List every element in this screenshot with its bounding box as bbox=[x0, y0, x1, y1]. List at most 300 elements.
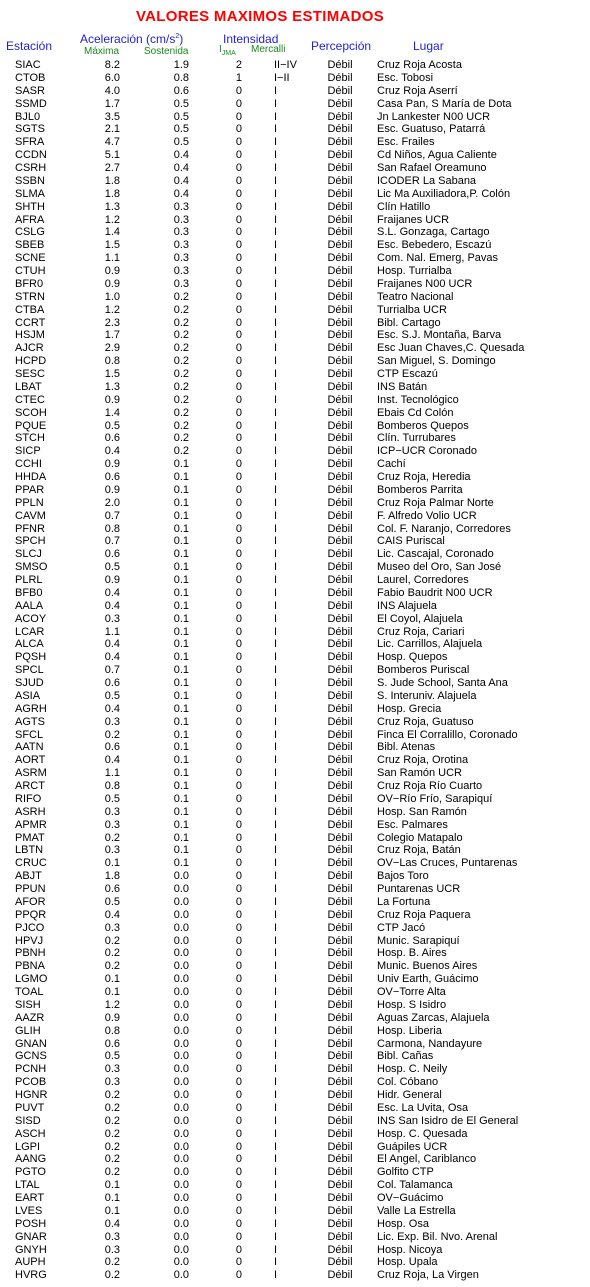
perception: Débil bbox=[327, 1140, 353, 1153]
table-row bbox=[0, 806, 587, 819]
max-acceleration: 0.6 bbox=[104, 1037, 120, 1050]
perception: Débil bbox=[327, 393, 353, 406]
max-acceleration: 0.7 bbox=[104, 509, 120, 522]
perception: Débil bbox=[327, 831, 353, 844]
mercalli-intensity: I bbox=[274, 1256, 278, 1269]
location: Col. F. Naranjo, Corredores bbox=[377, 522, 511, 535]
location: CTP Jacó bbox=[377, 921, 426, 934]
station-code: CRUC bbox=[15, 857, 47, 870]
jma-intensity: 0 bbox=[235, 277, 242, 290]
header-intensidad: Intensidad bbox=[223, 32, 279, 46]
jma-intensity: 0 bbox=[235, 741, 242, 754]
mercalli-intensity: I bbox=[274, 1063, 278, 1076]
max-acceleration: 0.8 bbox=[104, 1024, 120, 1037]
location: ICP−UCR Coronado bbox=[377, 445, 477, 458]
jma-intensity: 0 bbox=[235, 213, 242, 226]
max-acceleration: 0.2 bbox=[104, 1140, 120, 1153]
mercalli-intensity: I bbox=[274, 509, 278, 522]
station-code: GCNS bbox=[15, 1050, 47, 1063]
mercalli-intensity: I bbox=[274, 767, 278, 780]
station-code: LBTN bbox=[15, 844, 44, 857]
table-row bbox=[0, 1231, 587, 1244]
location: CAIS Puriscal bbox=[377, 535, 445, 548]
sustained-acceleration: 0.1 bbox=[173, 599, 189, 612]
location: Hosp. Quepos bbox=[377, 651, 448, 664]
max-acceleration: 1.8 bbox=[104, 187, 120, 200]
sustained-acceleration: 0.4 bbox=[173, 149, 189, 162]
perception: Débil bbox=[327, 805, 353, 818]
perception: Débil bbox=[327, 844, 353, 857]
location: Munic. Buenos Aires bbox=[377, 960, 478, 973]
perception: Débil bbox=[327, 355, 353, 368]
station-code: LGPI bbox=[15, 1140, 41, 1153]
station-code: LBAT bbox=[15, 380, 42, 393]
table-row bbox=[0, 1012, 587, 1025]
jma-intensity: 0 bbox=[235, 1024, 242, 1037]
jma-intensity: 0 bbox=[235, 792, 242, 805]
table-row bbox=[0, 741, 587, 754]
location: S. Interuniv. Alajuela bbox=[377, 689, 477, 702]
jma-intensity: 0 bbox=[235, 1127, 242, 1140]
max-acceleration: 1.2 bbox=[104, 213, 120, 226]
station-code: SISD bbox=[15, 1114, 41, 1127]
location: Inst. Tecnológico bbox=[377, 393, 459, 406]
max-acceleration: 0.4 bbox=[104, 651, 120, 664]
sustained-acceleration: 0.1 bbox=[173, 780, 189, 792]
table-row bbox=[0, 226, 587, 239]
max-acceleration: 1.1 bbox=[104, 767, 120, 780]
table-row bbox=[0, 1076, 587, 1089]
max-acceleration: 0.5 bbox=[104, 1050, 120, 1063]
sustained-acceleration: 0.0 bbox=[173, 1166, 189, 1179]
station-code: PGTO bbox=[15, 1166, 46, 1179]
mercalli-intensity: I−II bbox=[274, 71, 290, 84]
location: San Rafael Oreamuno bbox=[377, 162, 487, 174]
location: Hosp. Turrialba bbox=[377, 265, 452, 277]
jma-intensity: 0 bbox=[235, 509, 242, 522]
sustained-acceleration: 0.2 bbox=[173, 355, 189, 368]
sustained-acceleration: 0.0 bbox=[173, 947, 189, 960]
perception: Débil bbox=[327, 97, 353, 110]
sustained-acceleration: 0.0 bbox=[173, 870, 189, 883]
sustained-acceleration: 0.2 bbox=[173, 393, 189, 406]
max-acceleration: 0.2 bbox=[104, 1166, 120, 1179]
table-row bbox=[0, 651, 587, 664]
sustained-acceleration: 0.3 bbox=[173, 252, 189, 265]
sustained-acceleration: 0.1 bbox=[173, 638, 189, 651]
mercalli-intensity: I bbox=[274, 368, 278, 380]
sustained-acceleration: 0.0 bbox=[173, 895, 189, 908]
perception: Débil bbox=[327, 110, 353, 123]
max-acceleration: 0.3 bbox=[104, 818, 120, 831]
max-acceleration: 0.2 bbox=[104, 1089, 120, 1101]
header-sostenida: Sostenida bbox=[144, 46, 189, 57]
table-row bbox=[0, 535, 587, 548]
perception: Débil bbox=[327, 998, 353, 1011]
perception: Débil bbox=[327, 84, 353, 97]
perception: Débil bbox=[327, 973, 353, 986]
max-acceleration: 4.0 bbox=[104, 84, 120, 97]
perception: Débil bbox=[327, 1192, 353, 1204]
station-code: PPQR bbox=[15, 908, 47, 921]
jma-intensity: 0 bbox=[235, 1179, 242, 1192]
mercalli-intensity: I bbox=[274, 1101, 278, 1114]
perception: Débil bbox=[327, 123, 353, 136]
mercalli-intensity: I bbox=[274, 471, 278, 483]
mercalli-intensity: I bbox=[274, 445, 278, 458]
sustained-acceleration: 0.1 bbox=[173, 458, 189, 471]
perception: Débil bbox=[327, 612, 353, 625]
location: F. Alfredo Volio UCR bbox=[377, 509, 477, 522]
jma-intensity: 0 bbox=[235, 1076, 242, 1089]
sustained-acceleration: 0.0 bbox=[173, 908, 189, 921]
table-row bbox=[0, 317, 587, 330]
sustained-acceleration: 0.3 bbox=[173, 239, 189, 252]
sustained-acceleration: 0.4 bbox=[173, 162, 189, 174]
max-acceleration: 1.7 bbox=[104, 97, 120, 110]
max-acceleration: 0.2 bbox=[104, 947, 120, 960]
mercalli-intensity: I bbox=[274, 265, 278, 277]
table-row bbox=[0, 754, 587, 767]
max-acceleration: 0.2 bbox=[104, 1153, 120, 1166]
table-row bbox=[0, 960, 587, 973]
location: Jn Lankester N00 UCR bbox=[377, 110, 491, 123]
location: Bomberos Puriscal bbox=[377, 664, 470, 677]
location: Finca El Corralillo, Coronado bbox=[377, 728, 518, 741]
jma-intensity: 0 bbox=[235, 535, 242, 548]
table-row bbox=[0, 291, 587, 304]
sustained-acceleration: 0.1 bbox=[173, 612, 189, 625]
mercalli-intensity: I bbox=[274, 174, 278, 187]
table-row bbox=[0, 626, 587, 639]
location: Carmona, Nandayure bbox=[377, 1037, 483, 1050]
max-acceleration: 0.1 bbox=[104, 1179, 120, 1192]
max-acceleration: 5.1 bbox=[104, 149, 120, 162]
sustained-acceleration: 0.2 bbox=[173, 406, 189, 419]
station-code: SJUD bbox=[15, 677, 44, 689]
mercalli-intensity: I bbox=[274, 149, 278, 162]
mercalli-intensity: I bbox=[274, 792, 278, 805]
station-code: AGTS bbox=[15, 715, 45, 728]
max-acceleration: 0.9 bbox=[104, 277, 120, 290]
station-code: SSBN bbox=[15, 174, 45, 187]
table-row bbox=[0, 909, 587, 922]
sustained-acceleration: 0.5 bbox=[173, 136, 189, 149]
jma-intensity: 2 bbox=[235, 59, 242, 71]
sustained-acceleration: 0.3 bbox=[173, 213, 189, 226]
sustained-acceleration: 0.2 bbox=[173, 342, 189, 355]
perception: Débil bbox=[327, 380, 353, 393]
jma-intensity: 0 bbox=[235, 934, 242, 947]
station-code: LVES bbox=[15, 1204, 43, 1217]
station-code: CCRT bbox=[15, 316, 46, 329]
table-row bbox=[0, 1218, 587, 1231]
mercalli-intensity: I bbox=[274, 998, 278, 1011]
station-code: SSMD bbox=[15, 97, 47, 110]
mercalli-intensity: I bbox=[274, 496, 278, 509]
location: Cruz Roja, Guatuso bbox=[377, 715, 474, 728]
perception: Débil bbox=[327, 728, 353, 741]
station-code: PUVT bbox=[15, 1101, 45, 1114]
jma-intensity: 0 bbox=[235, 831, 242, 844]
perception: Débil bbox=[327, 895, 353, 908]
max-acceleration: 1.0 bbox=[104, 290, 120, 303]
mercalli-intensity: I bbox=[274, 277, 278, 290]
jma-intensity: 0 bbox=[235, 380, 242, 393]
jma-intensity: 0 bbox=[235, 651, 242, 664]
perception: Débil bbox=[327, 1166, 353, 1179]
location: Clín. Turrubares bbox=[377, 432, 456, 445]
mercalli-intensity: I bbox=[274, 664, 278, 677]
max-acceleration: 0.3 bbox=[104, 1230, 120, 1243]
max-acceleration: 0.3 bbox=[104, 1076, 120, 1089]
table-row bbox=[0, 342, 587, 355]
max-acceleration: 0.9 bbox=[104, 574, 120, 586]
perception: Débil bbox=[327, 522, 353, 535]
station-code: EART bbox=[15, 1192, 45, 1204]
station-code: TOAL bbox=[15, 986, 44, 998]
mercalli-intensity: I bbox=[274, 84, 278, 97]
station-code: SMSO bbox=[15, 561, 48, 574]
stations-table bbox=[0, 59, 587, 1282]
perception: Débil bbox=[327, 1114, 353, 1127]
sustained-acceleration: 0.0 bbox=[173, 1114, 189, 1127]
location: OV−Las Cruces, Puntarenas bbox=[377, 857, 518, 870]
perception: Débil bbox=[327, 908, 353, 921]
station-code: SBEB bbox=[15, 239, 45, 252]
jma-intensity: 0 bbox=[235, 368, 242, 380]
station-code: ASCH bbox=[15, 1127, 46, 1140]
mercalli-intensity: I bbox=[274, 586, 278, 599]
perception: Débil bbox=[327, 1256, 353, 1269]
table-row bbox=[0, 85, 587, 98]
table-row bbox=[0, 857, 587, 870]
header-ijma-sub: JMA bbox=[221, 50, 236, 57]
table-row bbox=[0, 1038, 587, 1051]
sustained-acceleration: 0.0 bbox=[173, 1153, 189, 1166]
table-row bbox=[0, 947, 587, 960]
location: Cd Niños, Agua Caliente bbox=[377, 149, 497, 162]
mercalli-intensity: I bbox=[274, 1050, 278, 1063]
location: Col. Talamanca bbox=[377, 1179, 453, 1192]
max-acceleration: 0.3 bbox=[104, 715, 120, 728]
jma-intensity: 0 bbox=[235, 1037, 242, 1050]
max-acceleration: 0.2 bbox=[104, 1114, 120, 1127]
max-acceleration: 0.4 bbox=[104, 599, 120, 612]
perception: Débil bbox=[327, 162, 353, 174]
jma-intensity: 0 bbox=[235, 1256, 242, 1269]
location: OV−Torre Alta bbox=[377, 986, 446, 998]
location: Fraijanes UCR bbox=[377, 213, 450, 226]
location: Bibl. Atenas bbox=[377, 741, 436, 754]
jma-intensity: 0 bbox=[235, 677, 242, 689]
location: Hosp. C. Neily bbox=[377, 1063, 448, 1076]
station-code: SLCJ bbox=[15, 548, 42, 561]
perception: Débil bbox=[327, 200, 353, 213]
jma-intensity: 0 bbox=[235, 329, 242, 342]
jma-intensity: 0 bbox=[235, 844, 242, 857]
perception: Débil bbox=[327, 471, 353, 483]
location: Cruz Roja Acosta bbox=[377, 59, 462, 71]
sustained-acceleration: 0.0 bbox=[173, 1024, 189, 1037]
perception: Débil bbox=[327, 1089, 353, 1101]
station-code: PJCO bbox=[15, 921, 45, 934]
jma-intensity: 0 bbox=[235, 1204, 242, 1217]
perception: Débil bbox=[327, 638, 353, 651]
mercalli-intensity: I bbox=[274, 1089, 278, 1101]
sustained-acceleration: 0.2 bbox=[173, 368, 189, 380]
jma-intensity: 0 bbox=[235, 174, 242, 187]
sustained-acceleration: 0.2 bbox=[173, 445, 189, 458]
sustained-acceleration: 0.2 bbox=[173, 316, 189, 329]
location: Lic. Carrillos, Alajuela bbox=[377, 638, 483, 651]
perception: Débil bbox=[327, 59, 353, 71]
table-row bbox=[0, 175, 587, 188]
sustained-acceleration: 0.0 bbox=[173, 1050, 189, 1063]
max-acceleration: 0.6 bbox=[104, 677, 120, 689]
max-acceleration: 0.3 bbox=[104, 1063, 120, 1076]
max-acceleration: 0.4 bbox=[104, 586, 120, 599]
mercalli-intensity: I bbox=[274, 728, 278, 741]
station-code: HGNR bbox=[15, 1089, 48, 1101]
perception: Débil bbox=[327, 303, 353, 316]
table-row bbox=[0, 548, 587, 561]
perception: Débil bbox=[327, 780, 353, 792]
station-code: STRN bbox=[15, 290, 45, 303]
sustained-acceleration: 0.0 bbox=[173, 1243, 189, 1256]
station-code: CCHI bbox=[15, 458, 42, 471]
jma-intensity: 0 bbox=[235, 406, 242, 419]
jma-intensity: 0 bbox=[235, 921, 242, 934]
sustained-acceleration: 0.0 bbox=[173, 1192, 189, 1204]
table-row bbox=[0, 999, 587, 1012]
station-code: SHTH bbox=[15, 200, 45, 213]
header-ijma-i: I bbox=[219, 44, 222, 55]
max-acceleration: 0.2 bbox=[104, 1256, 120, 1269]
mercalli-intensity: I bbox=[274, 1024, 278, 1037]
jma-intensity: 0 bbox=[235, 1114, 242, 1127]
sustained-acceleration: 0.1 bbox=[173, 754, 189, 767]
sustained-acceleration: 0.4 bbox=[173, 187, 189, 200]
station-code: CSLG bbox=[15, 226, 45, 239]
jma-intensity: 0 bbox=[235, 612, 242, 625]
table-row bbox=[0, 1115, 587, 1128]
max-acceleration: 0.6 bbox=[104, 883, 120, 895]
sustained-acceleration: 0.0 bbox=[173, 1204, 189, 1217]
mercalli-intensity: I bbox=[274, 702, 278, 715]
location: Cruz Roja Río Cuarto bbox=[377, 780, 483, 792]
location: Clín Hatillo bbox=[377, 200, 431, 213]
mercalli-intensity: I bbox=[274, 110, 278, 123]
max-acceleration: 3.5 bbox=[104, 110, 120, 123]
max-acceleration: 1.5 bbox=[104, 239, 120, 252]
max-acceleration: 0.2 bbox=[104, 831, 120, 844]
jma-intensity: 0 bbox=[235, 265, 242, 277]
sustained-acceleration: 0.1 bbox=[173, 561, 189, 574]
jma-intensity: 0 bbox=[235, 162, 242, 174]
table-row bbox=[0, 870, 587, 883]
max-acceleration: 0.9 bbox=[104, 483, 120, 496]
jma-intensity: 0 bbox=[235, 754, 242, 767]
table-row bbox=[0, 149, 587, 162]
sustained-acceleration: 0.5 bbox=[173, 97, 189, 110]
location: Teatro Nacional bbox=[377, 290, 454, 303]
max-acceleration: 2.7 bbox=[104, 162, 120, 174]
jma-intensity: 0 bbox=[235, 986, 242, 998]
table-row bbox=[0, 1025, 587, 1038]
table-row bbox=[0, 1205, 587, 1218]
location: Museo del Oro, San José bbox=[377, 561, 502, 574]
mercalli-intensity: I bbox=[274, 1243, 278, 1256]
location: Esc Juan Chaves,C. Quesada bbox=[377, 342, 525, 355]
jma-intensity: 0 bbox=[235, 483, 242, 496]
location: Cruz Roja, La Virgen bbox=[377, 1269, 479, 1282]
max-acceleration: 2.0 bbox=[104, 496, 120, 509]
perception: Débil bbox=[327, 792, 353, 805]
sustained-acceleration: 0.1 bbox=[173, 677, 189, 689]
mercalli-intensity: I bbox=[274, 162, 278, 174]
sustained-acceleration: 0.1 bbox=[173, 509, 189, 522]
table-row bbox=[0, 1269, 587, 1282]
location: Laurel, Corredores bbox=[377, 574, 469, 586]
perception: Débil bbox=[327, 883, 353, 895]
table-row bbox=[0, 690, 587, 703]
jma-intensity: 0 bbox=[235, 818, 242, 831]
jma-intensity: 0 bbox=[235, 625, 242, 638]
table-row bbox=[0, 716, 587, 729]
max-acceleration: 0.4 bbox=[104, 638, 120, 651]
jma-intensity: 0 bbox=[235, 496, 242, 509]
jma-intensity: 0 bbox=[235, 908, 242, 921]
sustained-acceleration: 0.0 bbox=[173, 1011, 189, 1024]
perception: Débil bbox=[327, 509, 353, 522]
max-acceleration: 0.8 bbox=[104, 522, 120, 535]
station-code: AJCR bbox=[15, 342, 44, 355]
mercalli-intensity: I bbox=[274, 1127, 278, 1140]
table-row bbox=[0, 368, 587, 381]
max-acceleration: 0.6 bbox=[104, 548, 120, 561]
sustained-acceleration: 0.1 bbox=[173, 664, 189, 677]
jma-intensity: 0 bbox=[235, 149, 242, 162]
station-code: ASIA bbox=[15, 689, 41, 702]
location: Esc. Guatuso, Patarrá bbox=[377, 123, 486, 136]
perception: Débil bbox=[327, 1011, 353, 1024]
mercalli-intensity: I bbox=[274, 857, 278, 870]
jma-intensity: 0 bbox=[235, 84, 242, 97]
mercalli-intensity: I bbox=[274, 1153, 278, 1166]
jma-intensity: 0 bbox=[235, 728, 242, 741]
sustained-acceleration: 0.1 bbox=[173, 844, 189, 857]
mercalli-intensity: I bbox=[274, 535, 278, 548]
mercalli-intensity: I bbox=[274, 651, 278, 664]
perception: Débil bbox=[327, 329, 353, 342]
location: Hosp. B. Aires bbox=[377, 947, 447, 960]
perception: Débil bbox=[327, 535, 353, 548]
perception: Débil bbox=[327, 1230, 353, 1243]
sustained-acceleration: 0.0 bbox=[173, 921, 189, 934]
max-acceleration: 0.2 bbox=[104, 728, 120, 741]
mercalli-intensity: I bbox=[274, 612, 278, 625]
jma-intensity: 0 bbox=[235, 1063, 242, 1076]
perception: Débil bbox=[327, 870, 353, 883]
mercalli-intensity: I bbox=[274, 458, 278, 471]
jma-intensity: 0 bbox=[235, 200, 242, 213]
table-row bbox=[0, 471, 587, 484]
perception: Débil bbox=[327, 921, 353, 934]
location: San Miguel, S. Domingo bbox=[377, 355, 496, 368]
station-code: CCDN bbox=[15, 149, 47, 162]
max-acceleration: 4.7 bbox=[104, 136, 120, 149]
